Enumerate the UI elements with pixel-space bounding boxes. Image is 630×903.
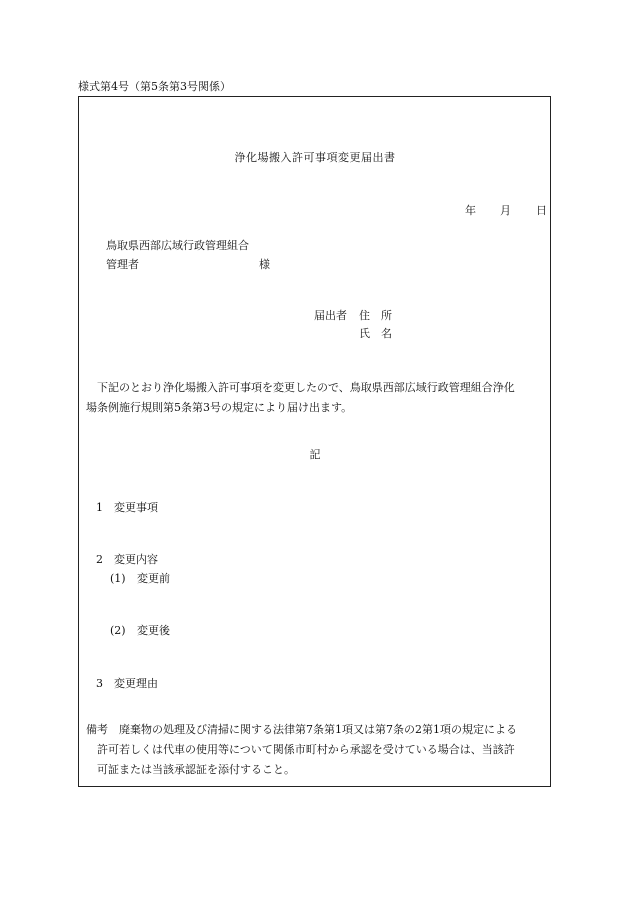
item-number: 2: [96, 553, 103, 566]
form-number: 様式第4号（第5条第3号関係）: [78, 80, 231, 93]
addressee-title: 管理者: [106, 258, 139, 271]
body-text-line: 下記のとおり浄化場搬入許可事項を変更したので、鳥取県西部広域行政管理組合浄化: [86, 381, 515, 394]
notifier-name-label: 氏 名: [359, 327, 392, 340]
subitem-label-after: 変更後: [137, 624, 170, 637]
body-text-line: 場条例施行規則第5条第3号の規定により届け出ます。: [86, 401, 353, 414]
notifier-label: 届出者: [314, 309, 347, 322]
item-number: 1: [96, 501, 103, 514]
notifier-address-label: 住 所: [359, 309, 392, 322]
item-number: 3: [96, 677, 103, 690]
subitem-label-before: 変更前: [137, 572, 170, 585]
subitem-number: (2): [110, 624, 126, 637]
body-text: [86, 378, 546, 418]
subitem-number: (1): [110, 572, 126, 585]
remarks-line: 備考 廃棄物の処理及び清掃に関する法律第7条第1項又は第7条の2第1項の規定による: [86, 723, 517, 736]
addressee-organization: 鳥取県西部広域行政管理組合: [106, 239, 249, 252]
item-label-change-reason: 変更理由: [114, 677, 158, 690]
document-title: 浄化場搬入許可事項変更届出書: [234, 151, 396, 164]
date-month-label: 月: [500, 204, 511, 217]
date-year-label: 年: [465, 204, 476, 217]
addressee-honorific: 様: [259, 258, 270, 271]
item-label-change-matter: 変更事項: [114, 501, 158, 514]
remarks-note: [86, 720, 546, 780]
date-day-label: 日: [536, 204, 547, 217]
remarks-line: 許可若しくは代車の使用等について関係市町村から承認を受けている場合は、当該許: [86, 743, 515, 756]
remarks-line: 可証または当該承認証を添付すること。: [86, 763, 295, 776]
item-label-change-content: 変更内容: [114, 553, 158, 566]
ki-heading: 記: [309, 448, 321, 461]
